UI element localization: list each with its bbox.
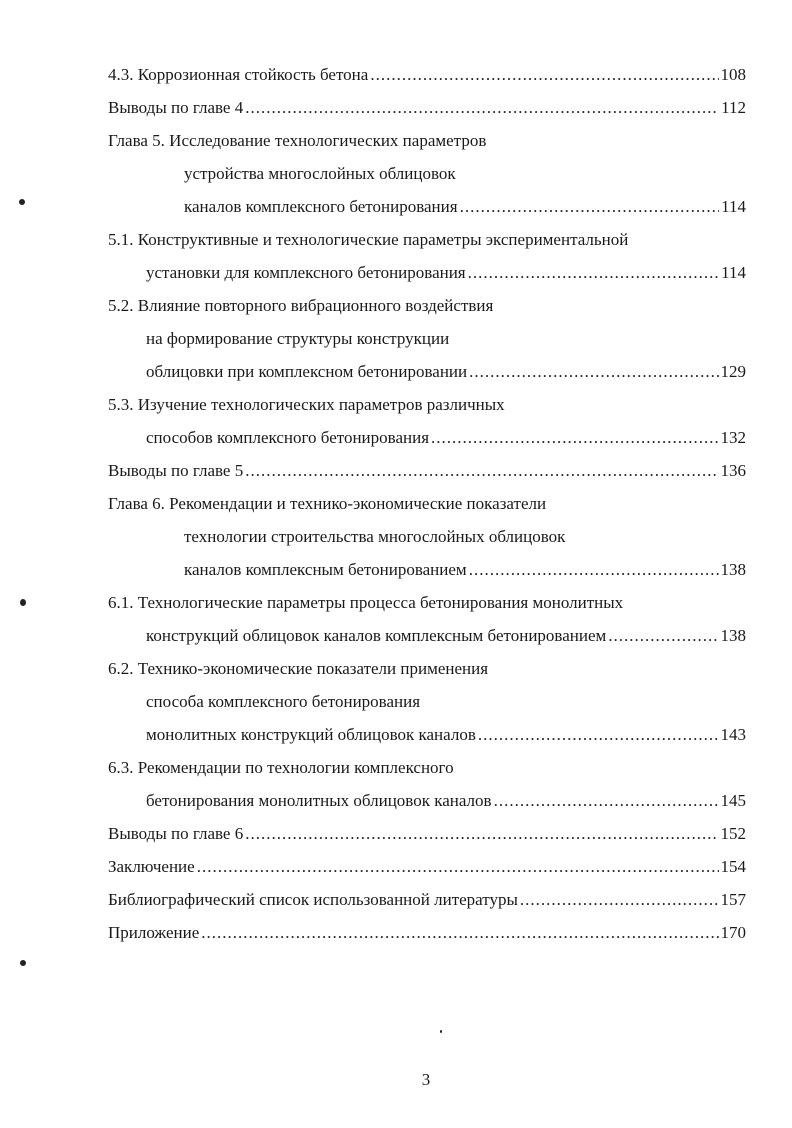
toc-entry-text: Выводы по главе 5 [108,461,244,480]
scan-speck [19,199,25,205]
toc-page-number: 108 [720,65,746,84]
dot-leader [469,358,718,386]
toc-page-number: 157 [720,890,746,909]
toc-entry-text: установки для комплексного бетонирования [146,263,466,282]
toc-entry-text: облицовки при комплексном бетонировании [146,362,468,381]
toc-entry-text: бетонирования монолитных облицовок каналов [146,791,492,810]
toc-entry-text: способов комплексного бетонирования [146,428,430,447]
dot-leader [197,853,719,881]
toc-entry-text: Выводы по главе 6 [108,824,244,843]
toc-page-number: 143 [720,725,746,744]
toc-page-number: 136 [720,461,746,480]
toc-page-number: 145 [720,791,746,810]
toc-entry-text: каналов комплексного бетонирования [184,197,458,216]
toc-page-number: 114 [721,197,746,216]
dot-leader [431,424,718,452]
toc-entry-5-2-line-1: 5.2. Влияние повторного вибрационного воздействия [108,296,494,315]
scan-speck [20,960,26,966]
toc-chapter-6-line-1: Глава 6. Рекомендации и технико-экономические показатели [108,494,547,513]
toc-entry-text: Приложение [108,923,200,942]
toc-chapter-6-line-3 [184,556,746,584]
toc-entry-5-3-line-1: 5.3. Изучение технологических параметров различных [108,395,505,414]
toc-entry-6-3-line-2 [146,787,746,815]
toc-page-number: 112 [721,98,746,117]
toc-chapter-5-line-2: устройства многослойных облицовок [184,164,456,183]
toc-entry-5-1-line-1: 5.1. Конструктивные и технологические параметры экспериментальной [108,230,629,249]
toc-page-number: 138 [720,560,746,579]
toc-entry-6-2-line-3 [146,721,746,749]
toc-chapter-5-line-3 [184,193,746,221]
toc-entry-text: 4.3. Коррозионная стойкость бетона [108,65,369,84]
dot-leader [245,457,718,485]
toc-page-number: 154 [720,857,746,876]
toc-entry-5-2-line-2: на формирование структуры конструкции [146,329,450,348]
dot-leader [494,787,719,815]
toc-entry-6-3-line-1: 6.3. Рекомендации по технологии комплексного [108,758,454,777]
dot-leader [370,61,718,89]
toc-entry-text: каналов комплексным бетонированием [184,560,467,579]
toc-page-number: 152 [720,824,746,843]
toc-entry-text: монолитных конструкций облицовок каналов [146,725,476,744]
toc-entry-conclusions-4 [108,94,746,122]
toc-page-number: 114 [721,263,746,282]
scan-speck [20,599,26,606]
toc-entry-bibliography [108,886,746,914]
dot-leader [460,193,720,221]
toc-entry-text: Библиографический список использованной литературы [108,890,518,909]
toc-entry-6-2-line-2: способа комплексного бетонирования [146,692,421,711]
page-number: 3 [421,1070,431,1089]
toc-entry-4-3 [108,61,746,89]
toc-chapter-6-line-2: технологии строительства многослойных облицовок [184,527,566,546]
toc-entry-text: Заключение [108,857,195,876]
toc-entry-6-1-line-1: 6.1. Технологические параметры процесса бетонирования монолитных [108,593,624,612]
dot-leader [201,919,718,947]
dot-leader [520,886,719,914]
toc-page-number: 170 [720,923,746,942]
toc-entry-conclusion [108,853,746,881]
toc-page-number: 132 [720,428,746,447]
toc-entry-text: конструкций облицовок каналов комплексным бетонированием [146,626,607,645]
dot-leader [245,94,719,122]
toc-page-number: 138 [720,626,746,645]
toc-entry-6-1-line-2 [146,622,746,650]
toc-chapter-5-line-1: Глава 5. Исследование технологических параметров [108,131,487,150]
toc-page-number: 129 [720,362,746,381]
dot-leader [469,556,719,584]
dot-leader [608,622,718,650]
toc-entry-conclusions-5 [108,457,746,485]
toc-entry-appendix [108,919,746,947]
toc-entry-6-2-line-1: 6.2. Технико-экономические показатели применения [108,659,489,678]
dot-leader [478,721,719,749]
scan-speck [440,1030,442,1033]
toc-entry-5-3-line-2 [146,424,746,452]
toc-entry-text: Выводы по главе 4 [108,98,244,117]
dot-leader [468,259,719,287]
toc-entry-conclusions-6 [108,820,746,848]
toc-entry-5-2-line-3 [146,358,746,386]
dot-leader [245,820,718,848]
toc-entry-5-1-line-2 [146,259,746,287]
